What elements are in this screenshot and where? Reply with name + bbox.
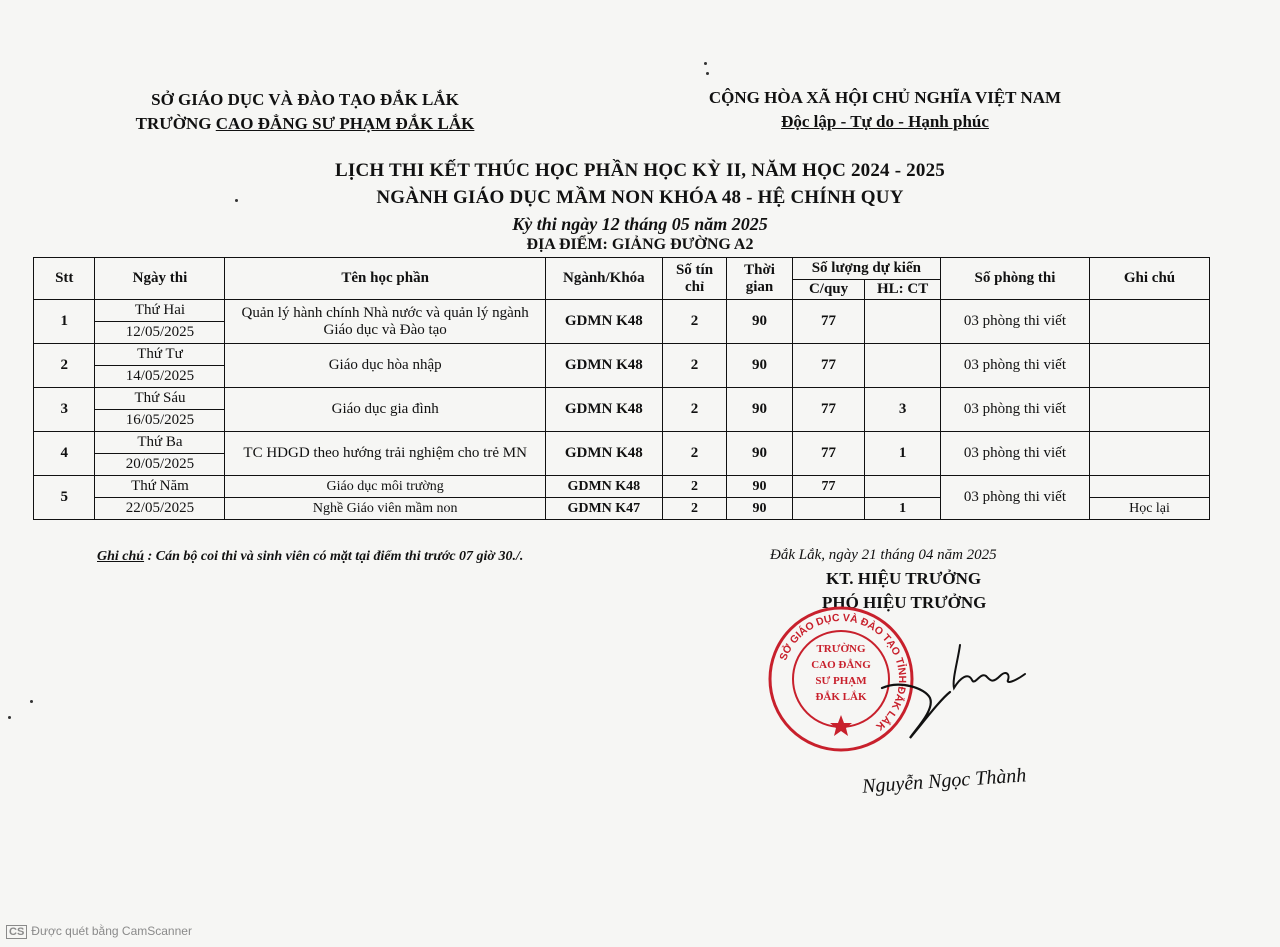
row-course: Giáo dục môi trường: [225, 476, 545, 498]
row-stt: 2: [34, 344, 95, 388]
row-hl: [865, 344, 941, 388]
header-duration: Thời gian: [727, 258, 793, 300]
header-major: Ngành/Khóa: [545, 258, 662, 300]
row-duration: 90: [727, 388, 793, 432]
row-hl: 1: [865, 432, 941, 476]
school-name: TRƯỜNG CAO ĐẲNG SƯ PHẠM ĐẮK LẮK: [135, 114, 475, 133]
row-rooms: 03 phòng thi viết: [940, 476, 1089, 520]
seal-line: SƯ PHẠM: [815, 675, 867, 687]
header-expected-cq: C/quy: [792, 280, 865, 300]
seal-line: TRƯỜNG: [816, 643, 866, 655]
exam-schedule-table: [33, 257, 1210, 520]
row-course: TC HDGD theo hướng trải nghiệm cho trẻ MN: [225, 432, 545, 476]
camscanner-logo-icon: CS: [6, 925, 27, 939]
row-credits: 2: [662, 432, 726, 476]
row-duration: 90: [727, 300, 793, 344]
row-stt: 5: [34, 476, 95, 520]
row-weekday: Thứ Tư: [95, 344, 225, 366]
watermark-text: Được quét bằng CamScanner: [31, 924, 192, 938]
document-subtitle: NGÀNH GIÁO DỤC MẦM NON KHÓA 48 - HỆ CHÍNH QUY: [376, 187, 904, 208]
row-weekday: Thứ Ba: [95, 432, 225, 454]
row-stt: 3: [34, 388, 95, 432]
row-hl: 1: [865, 498, 941, 520]
exam-date-line: Kỳ thi ngày 12 tháng 05 năm 2025: [512, 214, 768, 234]
header-notes: Ghi chú: [1090, 258, 1210, 300]
row-cq: 77: [792, 476, 865, 498]
scan-speck: [235, 199, 238, 202]
row-note: [1090, 432, 1210, 476]
signer-name: Nguyễn Ngọc Thành: [861, 764, 1027, 798]
row-date: 20/05/2025: [95, 454, 225, 476]
row-date: 22/05/2025: [95, 498, 225, 520]
row-credits: 2: [662, 388, 726, 432]
row-weekday: Thứ Sáu: [95, 388, 225, 410]
row-credits: 2: [662, 300, 726, 344]
row-duration: 90: [727, 498, 793, 520]
footnote-text: : Cán bộ coi thi và sinh viên có mặt tại điểm thi trước 07 giờ 30./.: [144, 549, 524, 564]
row-major: GDMN K48: [545, 388, 662, 432]
scan-speck: [706, 72, 709, 75]
row-cq: [792, 498, 865, 520]
row-stt: 1: [34, 300, 95, 344]
header-credits: Số tín chỉ: [662, 258, 726, 300]
row-cq: 77: [792, 388, 865, 432]
table-row: [34, 344, 1210, 366]
row-stt: 4: [34, 432, 95, 476]
row-hl: 3: [865, 388, 941, 432]
department-name: SỞ GIÁO DỤC VÀ ĐÀO TẠO ĐẮK LẮK: [151, 90, 459, 109]
row-duration: 90: [727, 344, 793, 388]
table-row: [34, 388, 1210, 410]
row-note: [1090, 300, 1210, 344]
row-weekday: Thứ Năm: [95, 476, 225, 498]
scanner-watermark: [6, 924, 192, 939]
row-course: Giáo dục hòa nhập: [225, 344, 545, 388]
row-duration: 90: [727, 432, 793, 476]
seal-line: CAO ĐẲNG: [811, 659, 871, 671]
row-rooms: 03 phòng thi viết: [940, 388, 1089, 432]
header-rooms: Số phòng thi: [940, 258, 1089, 300]
row-cq: 77: [792, 300, 865, 344]
header-date: Ngày thi: [95, 258, 225, 300]
row-note: Học lại: [1090, 498, 1210, 520]
scan-speck: [704, 62, 707, 65]
header-expected: Số lượng dự kiến: [792, 258, 940, 280]
table-row: [34, 432, 1210, 454]
row-date: 14/05/2025: [95, 366, 225, 388]
handwritten-signature-icon: [880, 640, 1030, 750]
footnote: [97, 549, 523, 565]
row-cq: 77: [792, 432, 865, 476]
table-header-row: [34, 258, 1210, 280]
row-hl: [865, 476, 941, 498]
document-title: LỊCH THI KẾT THÚC HỌC PHẦN HỌC KỲ II, NĂM HỌC 2024 - 2025: [335, 160, 945, 181]
seal-ring-text: SỞ GIÁO DỤC VÀ ĐÀO TẠO TỈNH ĐẮK LẮK: [777, 611, 909, 733]
row-rooms: 03 phòng thi viết: [940, 300, 1089, 344]
row-cq: 77: [792, 344, 865, 388]
signing-date: Đắk Lắk, ngày 21 tháng 04 năm 2025: [770, 547, 997, 563]
row-note: [1090, 388, 1210, 432]
row-major: GDMN K47: [545, 498, 662, 520]
row-major: GDMN K48: [545, 432, 662, 476]
signer-title: PHÓ HIỆU TRƯỞNG: [822, 593, 987, 612]
footnote-label: Ghi chú: [97, 549, 145, 564]
row-note: [1090, 344, 1210, 388]
signer-role: KT. HIỆU TRƯỞNG: [826, 569, 982, 588]
row-duration: 90: [727, 476, 793, 498]
row-rooms: 03 phòng thi viết: [940, 344, 1089, 388]
header-course: Tên học phần: [225, 258, 545, 300]
header-stt: Stt: [34, 258, 95, 300]
row-major: GDMN K48: [545, 476, 662, 498]
national-header: [660, 86, 1110, 134]
issuer-header: [85, 88, 525, 136]
row-course: Giáo dục gia đình: [225, 388, 545, 432]
row-date: 12/05/2025: [95, 322, 225, 344]
scan-speck: [30, 700, 33, 703]
row-weekday: Thứ Hai: [95, 300, 225, 322]
row-credits: 2: [662, 476, 726, 498]
row-credits: 2: [662, 344, 726, 388]
exam-location: ĐỊA ĐIỂM: GIẢNG ĐƯỜNG A2: [526, 236, 754, 253]
national-name: CỘNG HÒA XÃ HỘI CHỦ NGHĨA VIỆT NAM: [708, 88, 1062, 107]
seal-line: ĐẮK LẮK: [815, 691, 867, 703]
row-rooms: 03 phòng thi viết: [940, 432, 1089, 476]
national-motto: Độc lập - Tự do - Hạnh phúc: [781, 112, 989, 131]
row-major: GDMN K48: [545, 300, 662, 344]
row-credits: 2: [662, 498, 726, 520]
row-course: Nghề Giáo viên mầm non: [225, 498, 545, 520]
row-note: [1090, 476, 1210, 498]
row-course: Quản lý hành chính Nhà nước và quản lý ngành Giáo dục và Đào tạo: [225, 300, 545, 344]
row-major: GDMN K48: [545, 344, 662, 388]
row-hl: [865, 300, 941, 344]
scan-speck: [8, 716, 11, 719]
table-row: [34, 476, 1210, 498]
table-row: [34, 300, 1210, 322]
header-expected-hl: HL: CT: [865, 280, 941, 300]
row-date: 16/05/2025: [95, 410, 225, 432]
